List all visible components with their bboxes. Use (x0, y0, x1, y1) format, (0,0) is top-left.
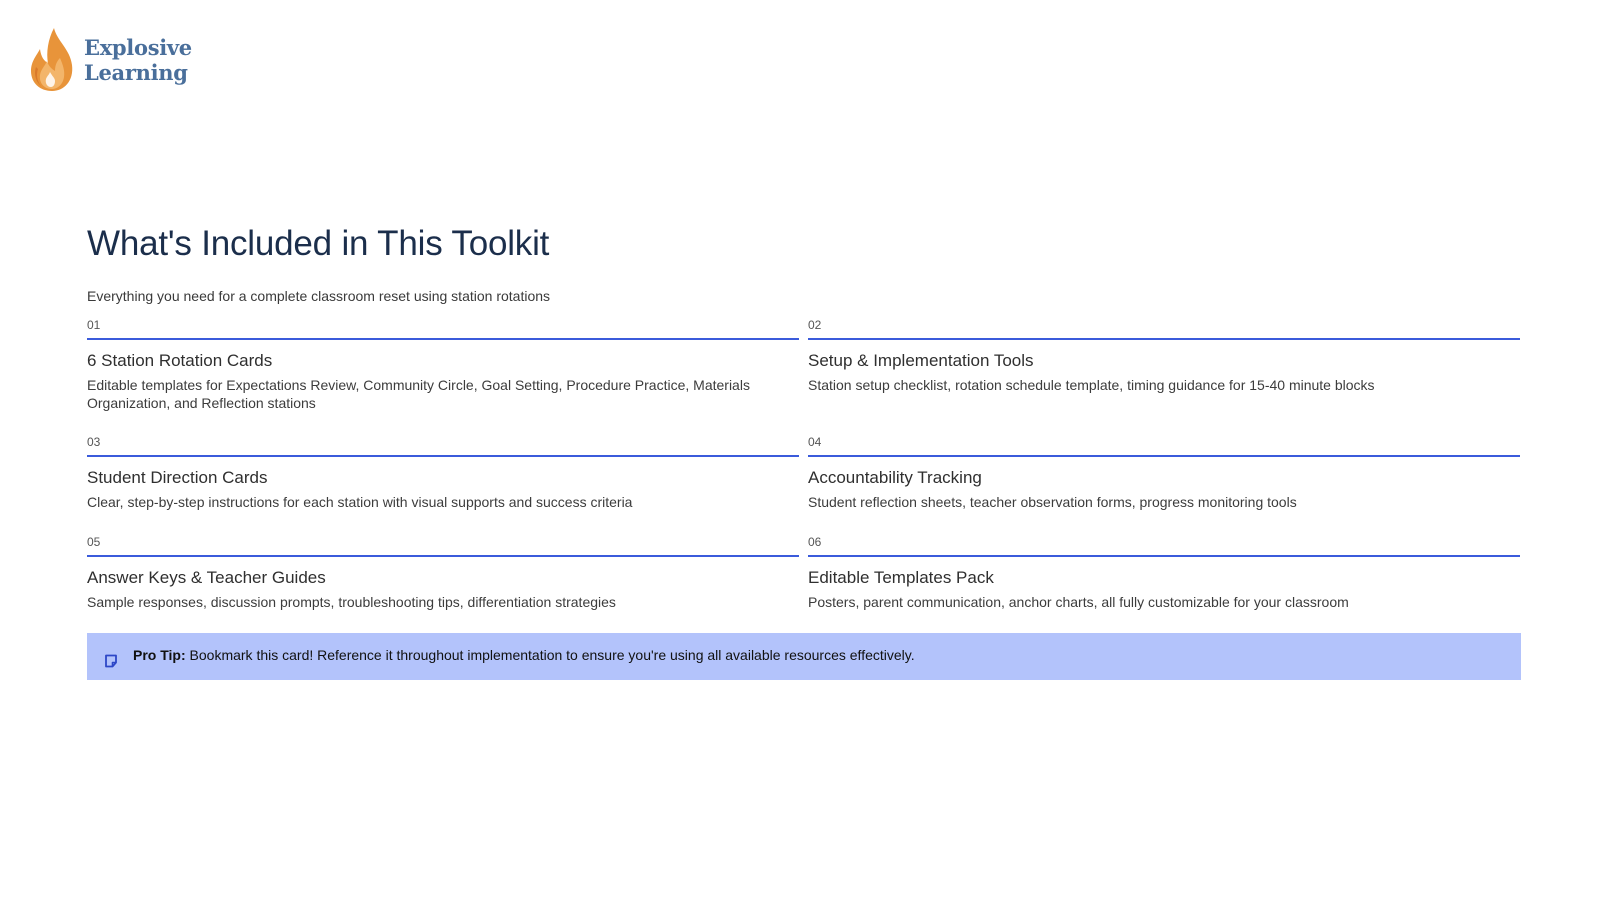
page-title: What's Included in This Toolkit (87, 224, 550, 263)
item-divider (87, 555, 799, 557)
item-number: 06 (808, 535, 822, 549)
item-divider (87, 338, 799, 340)
item-number: 02 (808, 318, 822, 332)
item-title: Editable Templates Pack (808, 568, 994, 587)
item-title: Answer Keys & Teacher Guides (87, 568, 326, 587)
toolkit-item (87, 435, 799, 511)
pro-tip-label: Pro Tip: (133, 646, 186, 663)
item-number: 03 (87, 435, 101, 449)
toolkit-item (808, 535, 1520, 611)
toolkit-item (808, 435, 1520, 511)
item-description: Clear, step-by-step instructions for each station with visual supports and success criteria (87, 494, 633, 510)
toolkit-item (87, 318, 799, 412)
toolkit-item (87, 535, 799, 611)
page-subtitle: Everything you need for a complete classroom reset using station rotations (87, 288, 551, 304)
flame-icon (28, 27, 76, 93)
brand-line-2: Learning (84, 60, 188, 85)
item-title: Accountability Tracking (808, 468, 982, 487)
brand-logo (28, 27, 192, 93)
item-description: Posters, parent communication, anchor charts, all fully customizable for your classroom (808, 594, 1349, 610)
item-number: 01 (87, 318, 101, 332)
item-divider (808, 555, 1520, 557)
item-number: 05 (87, 535, 101, 549)
item-number: 04 (808, 435, 822, 449)
pro-tip-callout (87, 633, 1521, 680)
sticky-note-icon (104, 654, 118, 668)
item-divider (808, 455, 1520, 457)
toolkit-item (808, 318, 1520, 394)
pro-tip-body: Bookmark this card! Reference it throughout implementation to ensure you're using all available resources effectively. (185, 646, 915, 663)
pro-tip-text (133, 647, 915, 663)
item-description: Station setup checklist, rotation schedule template, timing guidance for 15-40 minute blocks (808, 377, 1375, 393)
item-description: Editable templates for Expectations Review, Community Circle, Goal Setting, Procedure Practice, Materials Organization, and Reflection stations (87, 377, 750, 411)
item-description: Student reflection sheets, teacher observation forms, progress monitoring tools (808, 494, 1297, 510)
item-divider (808, 338, 1520, 340)
brand-line-1: Explosive (84, 35, 192, 60)
item-divider (87, 455, 799, 457)
item-title: Setup & Implementation Tools (808, 351, 1034, 370)
item-title: Student Direction Cards (87, 468, 268, 487)
item-title: 6 Station Rotation Cards (87, 351, 273, 370)
item-description: Sample responses, discussion prompts, troubleshooting tips, differentiation strategies (87, 594, 616, 610)
brand-name (84, 35, 192, 85)
